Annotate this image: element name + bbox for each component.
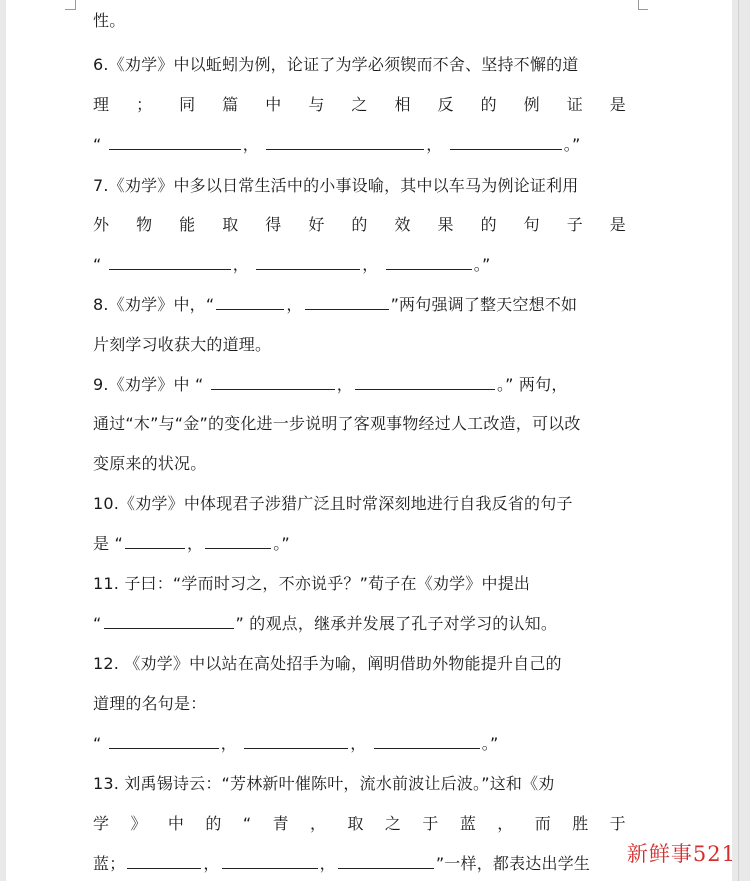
answer-blank[interactable] <box>205 534 271 549</box>
question-11-line-1: 11. 子曰：“学而时习之，不亦说乎？”荀子在《劝学》中提出 <box>93 574 531 593</box>
answer-blank[interactable] <box>109 734 219 749</box>
question-7-line-2: 外 物 能 取 得 好 的 效 果 的 句 子 是 <box>93 215 626 234</box>
answer-blank[interactable] <box>109 255 231 270</box>
question-13-line-1: 13. 刘禹锡诗云：“芳林新叶催陈叶，流水前波让后波。”这和《劝 <box>93 774 555 793</box>
question-7-answer-line: “ ， ， 。” <box>93 255 491 274</box>
answer-blank[interactable] <box>355 375 495 390</box>
answer-blank[interactable] <box>127 854 201 869</box>
watermark-text: 新鲜事521 <box>626 842 736 866</box>
window-edge <box>738 0 739 881</box>
answer-blank[interactable] <box>374 734 480 749</box>
question-13-line-3: 蓝； ， ， ”一样，都表达出学生 <box>93 854 591 873</box>
question-12-line-2: 道理的名句是： <box>93 694 207 713</box>
answer-blank[interactable] <box>222 854 318 869</box>
answer-blank[interactable] <box>104 614 234 629</box>
question-6-line-2: 理 ； 同 篇 中 与 之 相 反 的 例 证 是 <box>93 95 626 114</box>
question-10-line-2: 是 “ ， 。” <box>93 534 290 553</box>
crop-mark <box>65 9 75 10</box>
question-7-line-1: 7.《劝学》中多以日常生活中的小事设喻，其中以车马为例论证利用 <box>93 176 579 195</box>
answer-blank[interactable] <box>256 255 360 270</box>
answer-blank[interactable] <box>450 135 562 150</box>
question-6-line-1: 6.《劝学》中以蚯蚓为例，论证了为学必须锲而不舍、坚持不懈的道 <box>93 55 579 74</box>
answer-blank[interactable] <box>216 295 284 310</box>
question-11-line-2: “ ” 的观点，继承并发展了孔子对学习的认知。 <box>93 614 558 633</box>
answer-blank[interactable] <box>125 534 185 549</box>
text-line: 性。 <box>93 11 126 30</box>
answer-blank[interactable] <box>338 854 434 869</box>
crop-mark <box>638 9 648 10</box>
question-8-line-2: 片刻学习收获大的道理。 <box>93 335 272 354</box>
question-12-answer-line: “ ， ， 。” <box>93 734 499 753</box>
question-8-line-1: 8.《劝学》中，“ ， ”两句强调了整天空想不如 <box>93 295 578 314</box>
question-12-line-1: 12. 《劝学》中以站在高处招手为喻，阐明借助外物能提升自己的 <box>93 654 562 673</box>
question-13-line-2: 学 》 中 的 “ 青 ， 取 之 于 蓝 ， 而 胜 于 <box>93 814 626 833</box>
crop-mark <box>75 0 76 10</box>
question-6-answer-line: “ ， ， 。” <box>93 135 581 154</box>
answer-blank[interactable] <box>266 135 424 150</box>
question-9-line-1: 9.《劝学》中 “ ， 。” 两句， <box>93 375 568 394</box>
question-9-line-2: 通过“木”与“金”的变化进一步说明了客观事物经过人工改造，可以改 <box>93 414 581 433</box>
answer-blank[interactable] <box>211 375 335 390</box>
answer-blank[interactable] <box>109 135 241 150</box>
question-9-line-3: 变原来的状况。 <box>93 454 207 473</box>
question-10-line-1: 10.《劝学》中体现君子涉猎广泛且时常深刻地进行自我反省的句子 <box>93 494 573 513</box>
answer-blank[interactable] <box>244 734 348 749</box>
answer-blank[interactable] <box>386 255 472 270</box>
answer-blank[interactable] <box>305 295 389 310</box>
